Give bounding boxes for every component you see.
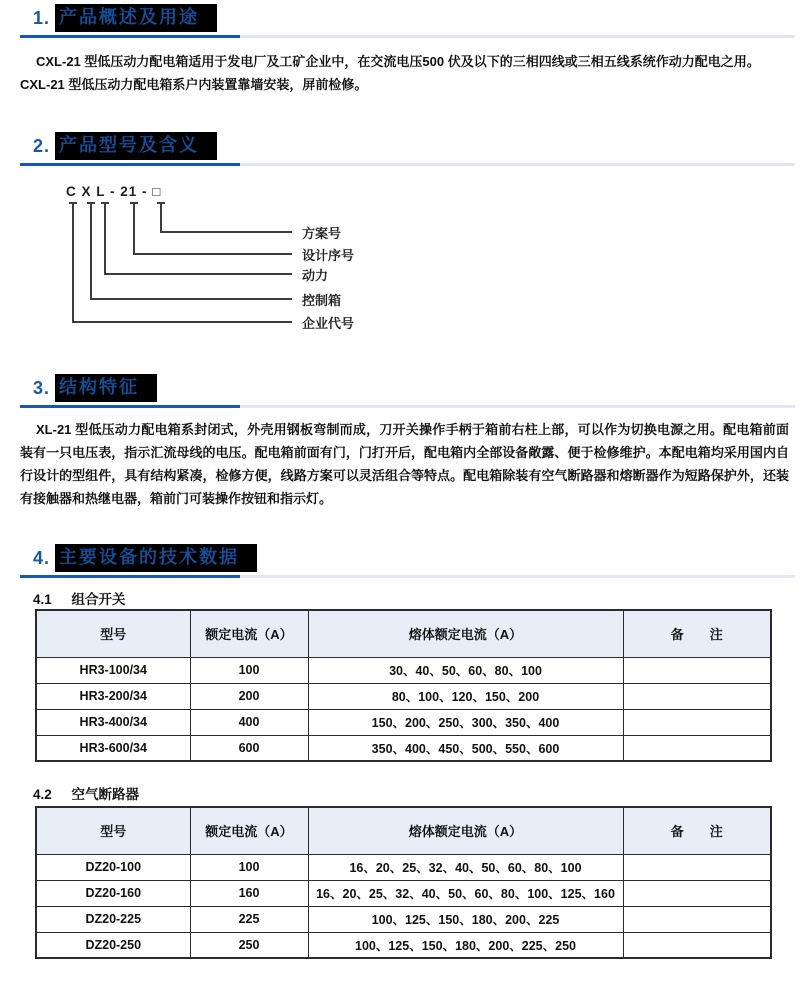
branch-label: 控制箱 xyxy=(302,293,342,308)
rule-light-segment xyxy=(240,405,795,408)
section-1-heading xyxy=(33,4,803,32)
column-header-note: 备 注 xyxy=(623,807,771,854)
branch-hline xyxy=(72,321,292,323)
table-header-row xyxy=(36,807,771,854)
note-cell xyxy=(623,932,771,958)
table-row xyxy=(36,683,771,709)
table-row xyxy=(36,854,771,880)
branch-vline xyxy=(160,202,162,231)
subsection-4-1-caption xyxy=(33,588,803,606)
column-header-rated-current: 额定电流（A） xyxy=(190,610,308,657)
fuse-current-cell: 100、125、150、180、200、225、250 xyxy=(308,932,623,958)
rated-current-cell: 160 xyxy=(190,880,308,906)
rule-dark-segment xyxy=(20,163,240,166)
model-cell: HR3-600/34 xyxy=(36,735,190,761)
section-number: 3. xyxy=(33,377,51,398)
rule-light-segment xyxy=(240,35,795,38)
table-row xyxy=(36,932,771,958)
section-rule xyxy=(20,405,795,408)
note-cell xyxy=(623,709,771,735)
table-row xyxy=(36,906,771,932)
note-cell xyxy=(623,906,771,932)
subsection-title: 空气断路器 xyxy=(71,787,140,802)
model-code-diagram xyxy=(0,184,803,336)
overview-paragraph-line-2: CXL-21 型低压动力配电箱系户内装置靠墙安装，屏前检修。 xyxy=(20,77,368,92)
section-number: 2. xyxy=(33,135,51,156)
note-cell xyxy=(623,880,771,906)
model-cell: DZ20-225 xyxy=(36,906,190,932)
table-row xyxy=(36,880,771,906)
branch-hline xyxy=(90,298,292,300)
branch-hline xyxy=(104,273,292,275)
subsection-number: 4.2 xyxy=(33,787,52,802)
column-header-rated-current: 额定电流（A） xyxy=(190,807,308,854)
branch-vline xyxy=(90,202,92,298)
subsection-4-2-caption xyxy=(33,783,803,801)
model-cell: DZ20-250 xyxy=(36,932,190,958)
rated-current-cell: 600 xyxy=(190,735,308,761)
section-number: 1. xyxy=(33,7,51,28)
subsection-number: 4.1 xyxy=(33,592,52,607)
table-row xyxy=(36,709,771,735)
column-header-fuse-current: 熔体额定电流（A） xyxy=(308,610,623,657)
section-title: 结构特征 xyxy=(55,374,157,402)
rated-current-cell: 250 xyxy=(190,932,308,958)
rated-current-cell: 100 xyxy=(190,854,308,880)
fuse-current-cell: 30、40、50、60、80、100 xyxy=(308,657,623,683)
column-header-model: 型号 xyxy=(36,610,190,657)
rule-dark-segment xyxy=(20,405,240,408)
fuse-current-cell: 16、20、25、32、40、50、60、80、100 xyxy=(308,854,623,880)
column-header-model: 型号 xyxy=(36,807,190,854)
note-cell xyxy=(623,735,771,761)
branch-label: 方案号 xyxy=(302,226,342,241)
section-title: 主要设备的技术数据 xyxy=(55,544,257,572)
rated-current-cell: 225 xyxy=(190,906,308,932)
table-header-row xyxy=(36,610,771,657)
model-cell: HR3-400/34 xyxy=(36,709,190,735)
rule-light-segment xyxy=(240,163,795,166)
branch-label: 企业代号 xyxy=(302,316,355,331)
section-rule xyxy=(20,35,795,38)
switch-table xyxy=(35,609,772,762)
fuse-current-cell: 80、100、120、150、200 xyxy=(308,683,623,709)
branch-vline xyxy=(72,202,74,321)
breaker-table xyxy=(35,806,772,959)
rule-dark-segment xyxy=(20,35,240,38)
structure-paragraph: XL-21 型低压动力配电箱系封闭式，外壳用钢板弯制而成，刀开关操作手柄于箱前右柱上部，可以作为切换电源之用。配电箱前面装有一只电压表，指示汇流母线的电压。配电箱前面有门，门打开后，配电箱内全部设备敞露、便于检修维护。本配电箱均采用国内自行设计的型组件，具有结构紧凑，检修方便，线路方案可以灵活组合等特点。配电箱除装有空气断路器和熔断器作为短路保护外，还装有接触器和热继电器，箱前门可装操作按钮和指示灯。 xyxy=(20,422,789,506)
column-header-fuse-current: 熔体额定电流（A） xyxy=(308,807,623,854)
section-title: 产品型号及含义 xyxy=(55,132,217,160)
fuse-current-cell: 150、200、250、300、350、400 xyxy=(308,709,623,735)
section-2-heading xyxy=(33,132,803,160)
section-rule xyxy=(20,575,795,578)
rule-light-segment xyxy=(240,575,795,578)
note-cell xyxy=(623,854,771,880)
rated-current-cell: 400 xyxy=(190,709,308,735)
section-3-heading xyxy=(33,374,803,402)
model-cell: HR3-100/34 xyxy=(36,657,190,683)
note-cell xyxy=(623,683,771,709)
section-4-heading xyxy=(33,544,803,572)
model-code: C X L - 21 - □ xyxy=(66,184,162,199)
note-cell xyxy=(623,657,771,683)
overview-paragraph-line-1: CXL-21 型低压动力配电箱适用于发电厂及工矿企业中，在交流电压500 伏及以下的三相四线或三相五线系统作动力配电之用。 xyxy=(36,54,760,69)
model-cell: DZ20-160 xyxy=(36,880,190,906)
section-number: 4. xyxy=(33,547,51,568)
section-title: 产品概述及用途 xyxy=(55,4,217,32)
rule-dark-segment xyxy=(20,575,240,578)
branch-hline xyxy=(160,231,292,233)
fuse-current-cell: 100、125、150、180、200、225 xyxy=(308,906,623,932)
branch-label: 设计序号 xyxy=(302,248,355,263)
model-cell: DZ20-100 xyxy=(36,854,190,880)
rated-current-cell: 200 xyxy=(190,683,308,709)
section-rule xyxy=(20,163,795,166)
table-row xyxy=(36,657,771,683)
fuse-current-cell: 350、400、450、500、550、600 xyxy=(308,735,623,761)
fuse-current-cell: 16、20、25、32、40、50、60、80、100、125、160 xyxy=(308,880,623,906)
branch-label: 动力 xyxy=(302,268,329,283)
branch-vline xyxy=(104,202,106,273)
table-row xyxy=(36,735,771,761)
branch-hline xyxy=(133,253,292,255)
column-header-note: 备 注 xyxy=(623,610,771,657)
model-cell: HR3-200/34 xyxy=(36,683,190,709)
subsection-title: 组合开关 xyxy=(71,592,126,607)
rated-current-cell: 100 xyxy=(190,657,308,683)
branch-vline xyxy=(133,202,135,253)
